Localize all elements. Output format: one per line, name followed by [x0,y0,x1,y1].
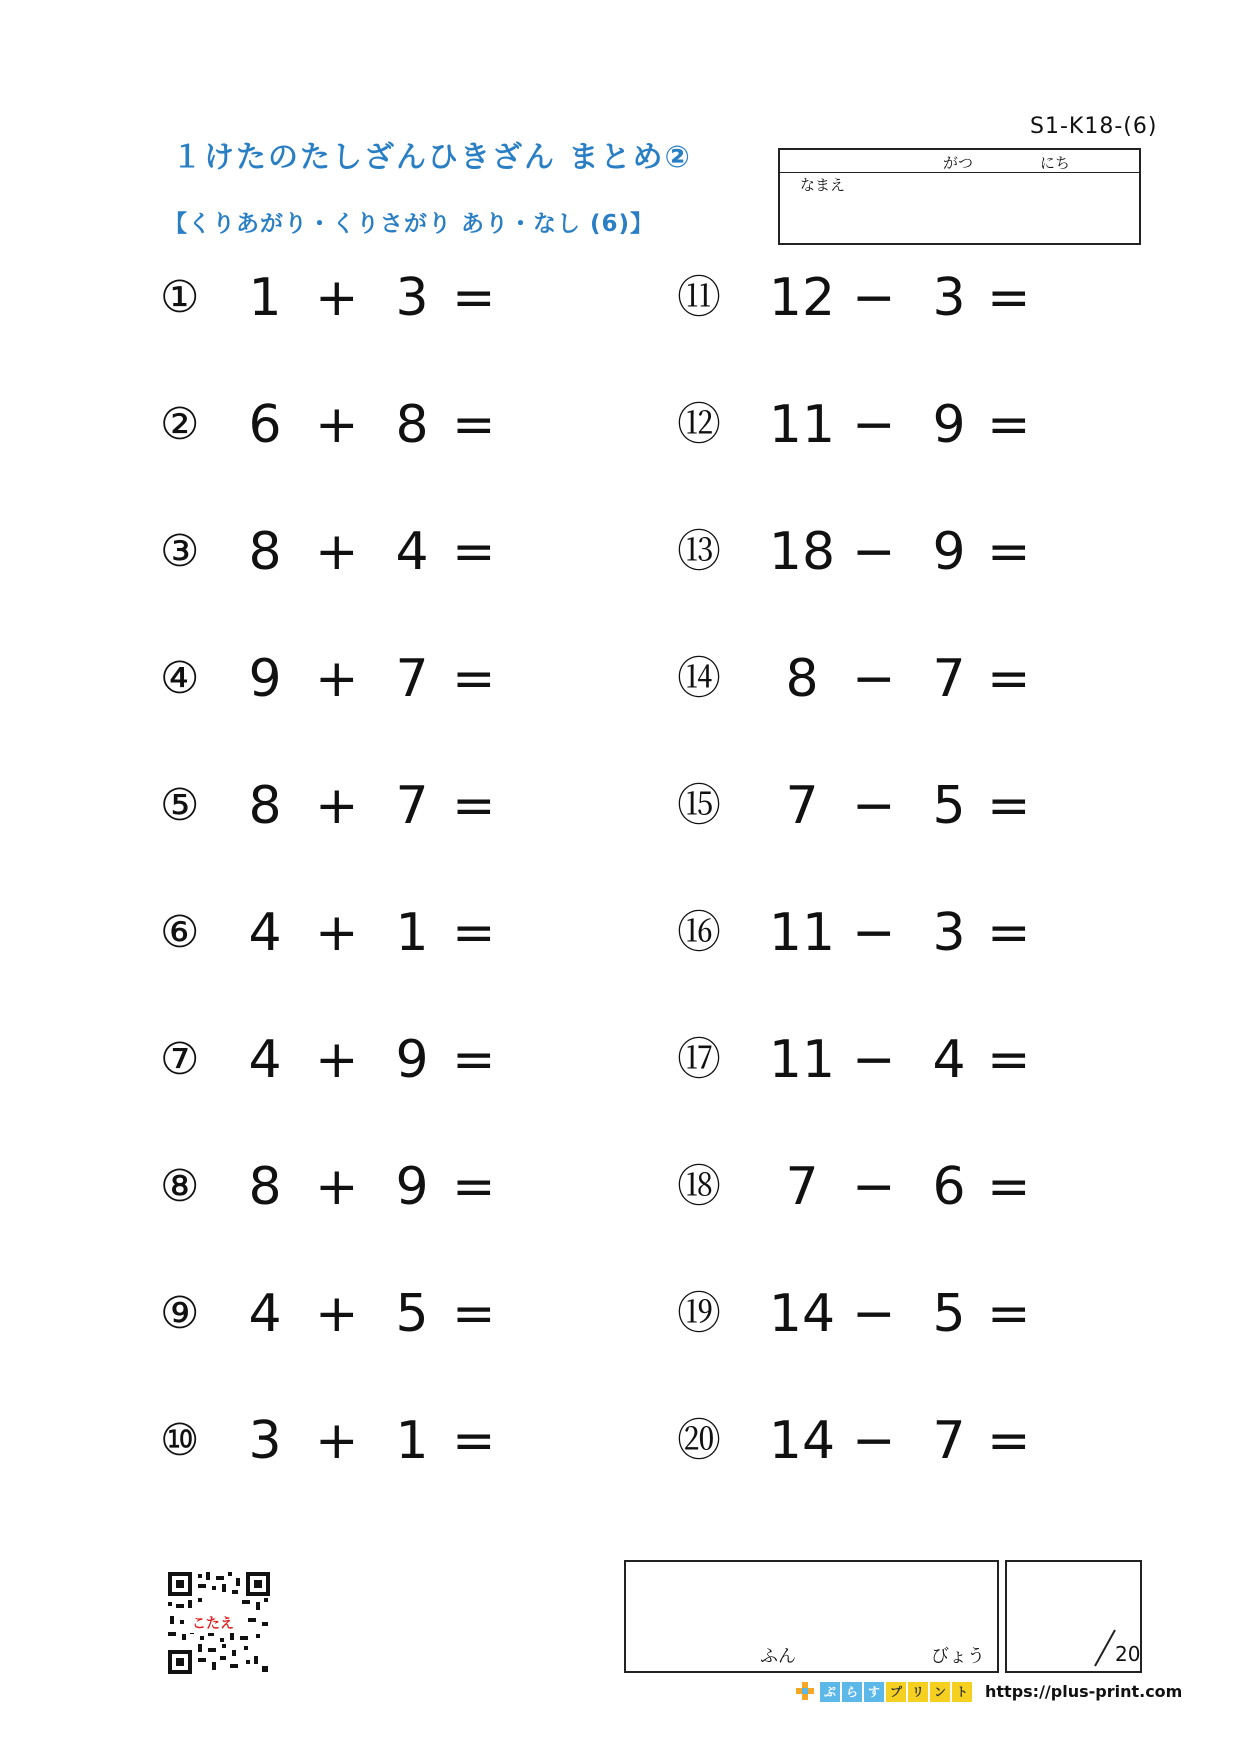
equals-sign: = [987,522,1031,582]
problem-number: ⑤ [160,780,200,831]
problem-number: ⑯ [677,907,721,958]
brand-char: リ [908,1682,928,1702]
worksheet-subtitle: 【くりあがり・くりさがり あり・なし (6)】 [164,211,655,237]
first-operand: 1 [248,268,282,328]
second-operand: 3 [932,903,966,963]
brand-char: プ [886,1682,906,1702]
first-operand: 8 [785,649,819,709]
first-operand: 7 [785,776,819,836]
operator: + [315,903,359,963]
second-operand: 3 [932,268,966,328]
equals-sign: = [452,268,496,328]
equals-sign: = [452,522,496,582]
operator: − [852,1030,896,1090]
name-label: なまえ [800,176,846,194]
operator: + [315,1157,359,1217]
problem-number: ⑱ [677,1161,721,1212]
problem-number: ⑨ [160,1288,200,1339]
brand-name [820,1681,974,1702]
date-row [780,150,1139,173]
operator: − [852,395,896,455]
operator: − [852,903,896,963]
first-operand: 11 [768,903,836,963]
second-operand: 9 [395,1157,429,1217]
first-operand: 11 [768,1030,836,1090]
second-operand: 9 [932,395,966,455]
first-operand: 7 [785,1157,819,1217]
worksheet-title: １けたのたしざんひきざん まとめ② [172,140,692,175]
operator: − [852,1157,896,1217]
second-operand: 9 [932,522,966,582]
operator: + [315,649,359,709]
first-operand: 14 [768,1411,836,1471]
problem-number: ⑰ [677,1034,721,1085]
brand-char: ト [952,1682,972,1702]
second-operand: 1 [395,1411,429,1471]
equals-sign: = [452,903,496,963]
second-operand: 9 [395,1030,429,1090]
first-operand: 4 [248,1284,282,1344]
problem-number: ⑮ [677,780,721,831]
second-operand: 7 [932,649,966,709]
operator: − [852,268,896,328]
equals-sign: = [452,1284,496,1344]
operator: − [852,1411,896,1471]
problem-number: ⑦ [160,1034,200,1085]
equals-sign: = [987,395,1031,455]
answer-label: こたえ [190,1613,236,1633]
equals-sign: = [987,649,1031,709]
month-label: がつ [943,154,974,172]
problem-number: ⑩ [160,1415,200,1466]
first-operand: 6 [248,395,282,455]
first-operand: 18 [768,522,836,582]
operator: + [315,776,359,836]
first-operand: 4 [248,1030,282,1090]
problem-number: ① [160,272,200,323]
problem-number: ④ [160,653,200,704]
brand-char: ン [930,1682,950,1702]
first-operand: 9 [248,649,282,709]
equals-sign: = [987,1157,1031,1217]
minute-label: ふん [760,1646,796,1667]
problem-number: ③ [160,526,200,577]
problem-number: ⑬ [677,526,721,577]
brand-char: ぷ [820,1682,840,1702]
first-operand: 14 [768,1284,836,1344]
second-operand: 7 [395,649,429,709]
equals-sign: = [452,1030,496,1090]
equals-sign: = [452,1411,496,1471]
operator: − [852,776,896,836]
problem-number: ② [160,399,200,450]
problem-number: ⑲ [677,1288,721,1339]
operator: + [315,395,359,455]
second-operand: 7 [395,776,429,836]
problem-number: ⑧ [160,1161,200,1212]
first-operand: 3 [248,1411,282,1471]
score-total: 20 [1115,1642,1141,1666]
second-operand: 5 [395,1284,429,1344]
plus-logo-icon [796,1682,814,1700]
operator: + [315,1411,359,1471]
second-operand: 5 [932,1284,966,1344]
first-operand: 8 [248,522,282,582]
first-operand: 12 [768,268,836,328]
operator: + [315,1030,359,1090]
problem-number: ⑳ [677,1415,721,1466]
second-operand: 6 [932,1157,966,1217]
operator: + [315,268,359,328]
second-operand: 5 [932,776,966,836]
equals-sign: = [987,268,1031,328]
second-operand: 1 [395,903,429,963]
time-box [624,1560,999,1673]
second-operand: 4 [395,522,429,582]
site-url: https://plus-print.com [985,1682,1183,1701]
second-operand: 4 [932,1030,966,1090]
brand-logo [796,1680,974,1702]
problem-number: ⑥ [160,907,200,958]
first-operand: 8 [248,1157,282,1217]
name-date-box [778,148,1141,245]
equals-sign: = [987,1030,1031,1090]
problem-number: ⑫ [677,399,721,450]
equals-sign: = [987,1411,1031,1471]
second-operand: 3 [395,268,429,328]
problem-number: ⑪ [677,272,721,323]
second-label: びょう [931,1646,985,1667]
operator: − [852,1284,896,1344]
equals-sign: = [452,649,496,709]
second-operand: 7 [932,1411,966,1471]
score-box [1005,1560,1142,1673]
equals-sign: = [452,395,496,455]
equals-sign: = [452,1157,496,1217]
operator: + [315,522,359,582]
first-operand: 8 [248,776,282,836]
worksheet-code: S1-K18-(6) [1030,114,1158,139]
equals-sign: = [987,776,1031,836]
equals-sign: = [452,776,496,836]
first-operand: 11 [768,395,836,455]
second-operand: 8 [395,395,429,455]
day-label: にち [1040,154,1071,172]
brand-char: ら [842,1682,862,1702]
problem-number: ⑭ [677,653,721,704]
first-operand: 4 [248,903,282,963]
operator: + [315,1284,359,1344]
operator: − [852,522,896,582]
operator: − [852,649,896,709]
equals-sign: = [987,1284,1031,1344]
brand-char: す [864,1682,884,1702]
equals-sign: = [987,903,1031,963]
